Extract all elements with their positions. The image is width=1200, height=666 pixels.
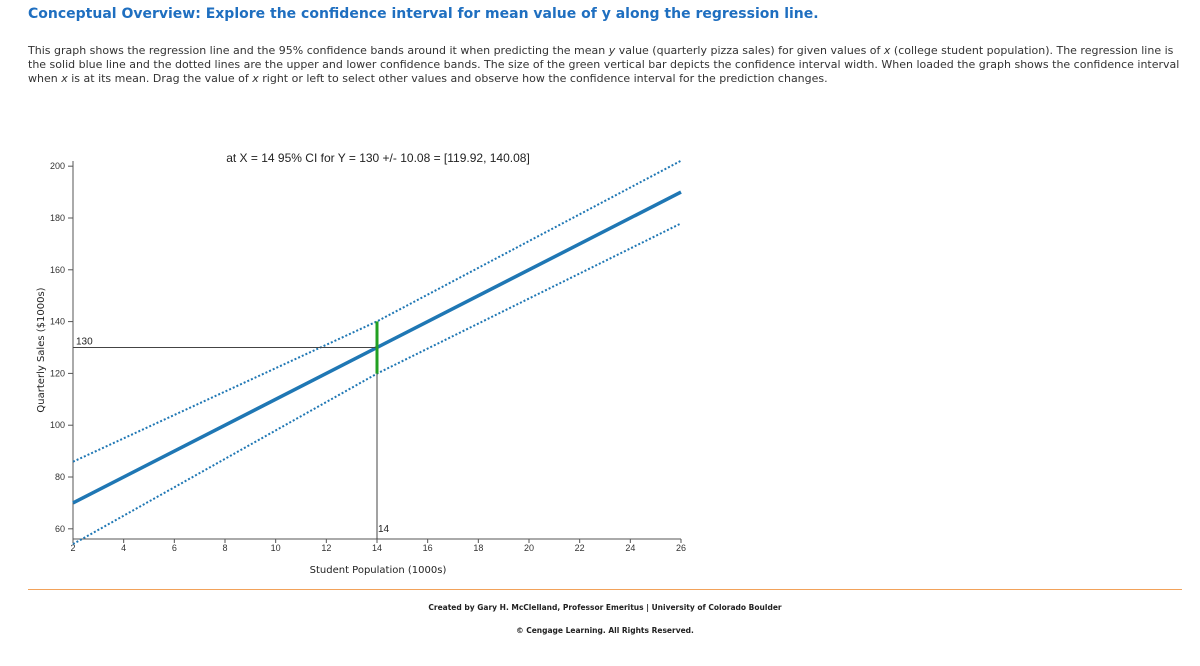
y-tick-label-60: 60 [54, 523, 65, 534]
x-tick-label-12: 12 [321, 543, 332, 553]
x-tick-label-16: 16 [422, 543, 433, 553]
x-tick-label-14: 14 [371, 543, 383, 553]
y-tick-label-100: 100 [49, 420, 65, 431]
x-tick-label-20: 20 [523, 543, 535, 553]
y-tick-label-180: 180 [49, 212, 65, 223]
description-text-3: (college student population). The regression line is the solid blue line and the dotted lines are the upper and lower confidence bands. The size of the green vertical bar depicts the confidence interval width. When loaded the graph shows the confidence interval when [28, 44, 1180, 85]
description-text-5: right or left to select other values and observe how the confidence interval for the prediction changes. [258, 72, 828, 85]
description-y-var: y [608, 44, 616, 57]
x-tick-label-24: 24 [625, 543, 636, 553]
description-x-var-1: x [883, 44, 891, 57]
description-text-2: value (quarterly pizza sales) for given values of [615, 44, 884, 57]
x-tick-label-22: 22 [574, 543, 585, 553]
x-tick-label-2: 2 [70, 543, 76, 553]
description-text-1: This graph shows the regression line and the 95% confidence bands around it when predicting the mean [28, 44, 609, 57]
y-tick-label-140: 140 [49, 316, 65, 327]
footer-divider [28, 589, 1182, 590]
y-axis-title: Quarterly Sales ($1000s) [36, 287, 47, 413]
x-axis-title: Student Population (1000s) [309, 565, 447, 576]
selected-x-handle[interactable]: 14 [378, 524, 390, 535]
y-tick-label-80: 80 [54, 472, 65, 483]
x-tick-label-10: 10 [270, 543, 281, 553]
selected-y-label: 130 [76, 336, 93, 348]
description-x-var-2: x [61, 72, 68, 85]
x-tick-label-8: 8 [222, 543, 228, 553]
x-tick-label-4: 4 [121, 543, 127, 553]
description-x-var-3: x [252, 72, 259, 85]
footer-credit: Created by Gary H. McClelland, Professor Emeritus | University of Colorado Boulder [428, 603, 782, 612]
y-tick-label-120: 120 [49, 368, 65, 379]
x-tick-label-26: 26 [675, 543, 687, 553]
y-tick-label-200: 200 [49, 161, 65, 172]
page-title: Conceptual Overview: Explore the confidence interval for mean value of y along the regression line. [28, 6, 819, 22]
x-tick-label-18: 18 [473, 543, 484, 553]
y-tick-label-160: 160 [49, 264, 65, 275]
description-text-4: is at its mean. Drag the value of [67, 72, 253, 85]
ci-annotation: at X = 14 95% CI for Y = 130 +/- 10.08 = [119.92, 140.08] [226, 151, 530, 165]
footer-copyright: © Cengage Learning. All Rights Reserved. [516, 626, 694, 635]
x-tick-label-6: 6 [171, 543, 177, 553]
